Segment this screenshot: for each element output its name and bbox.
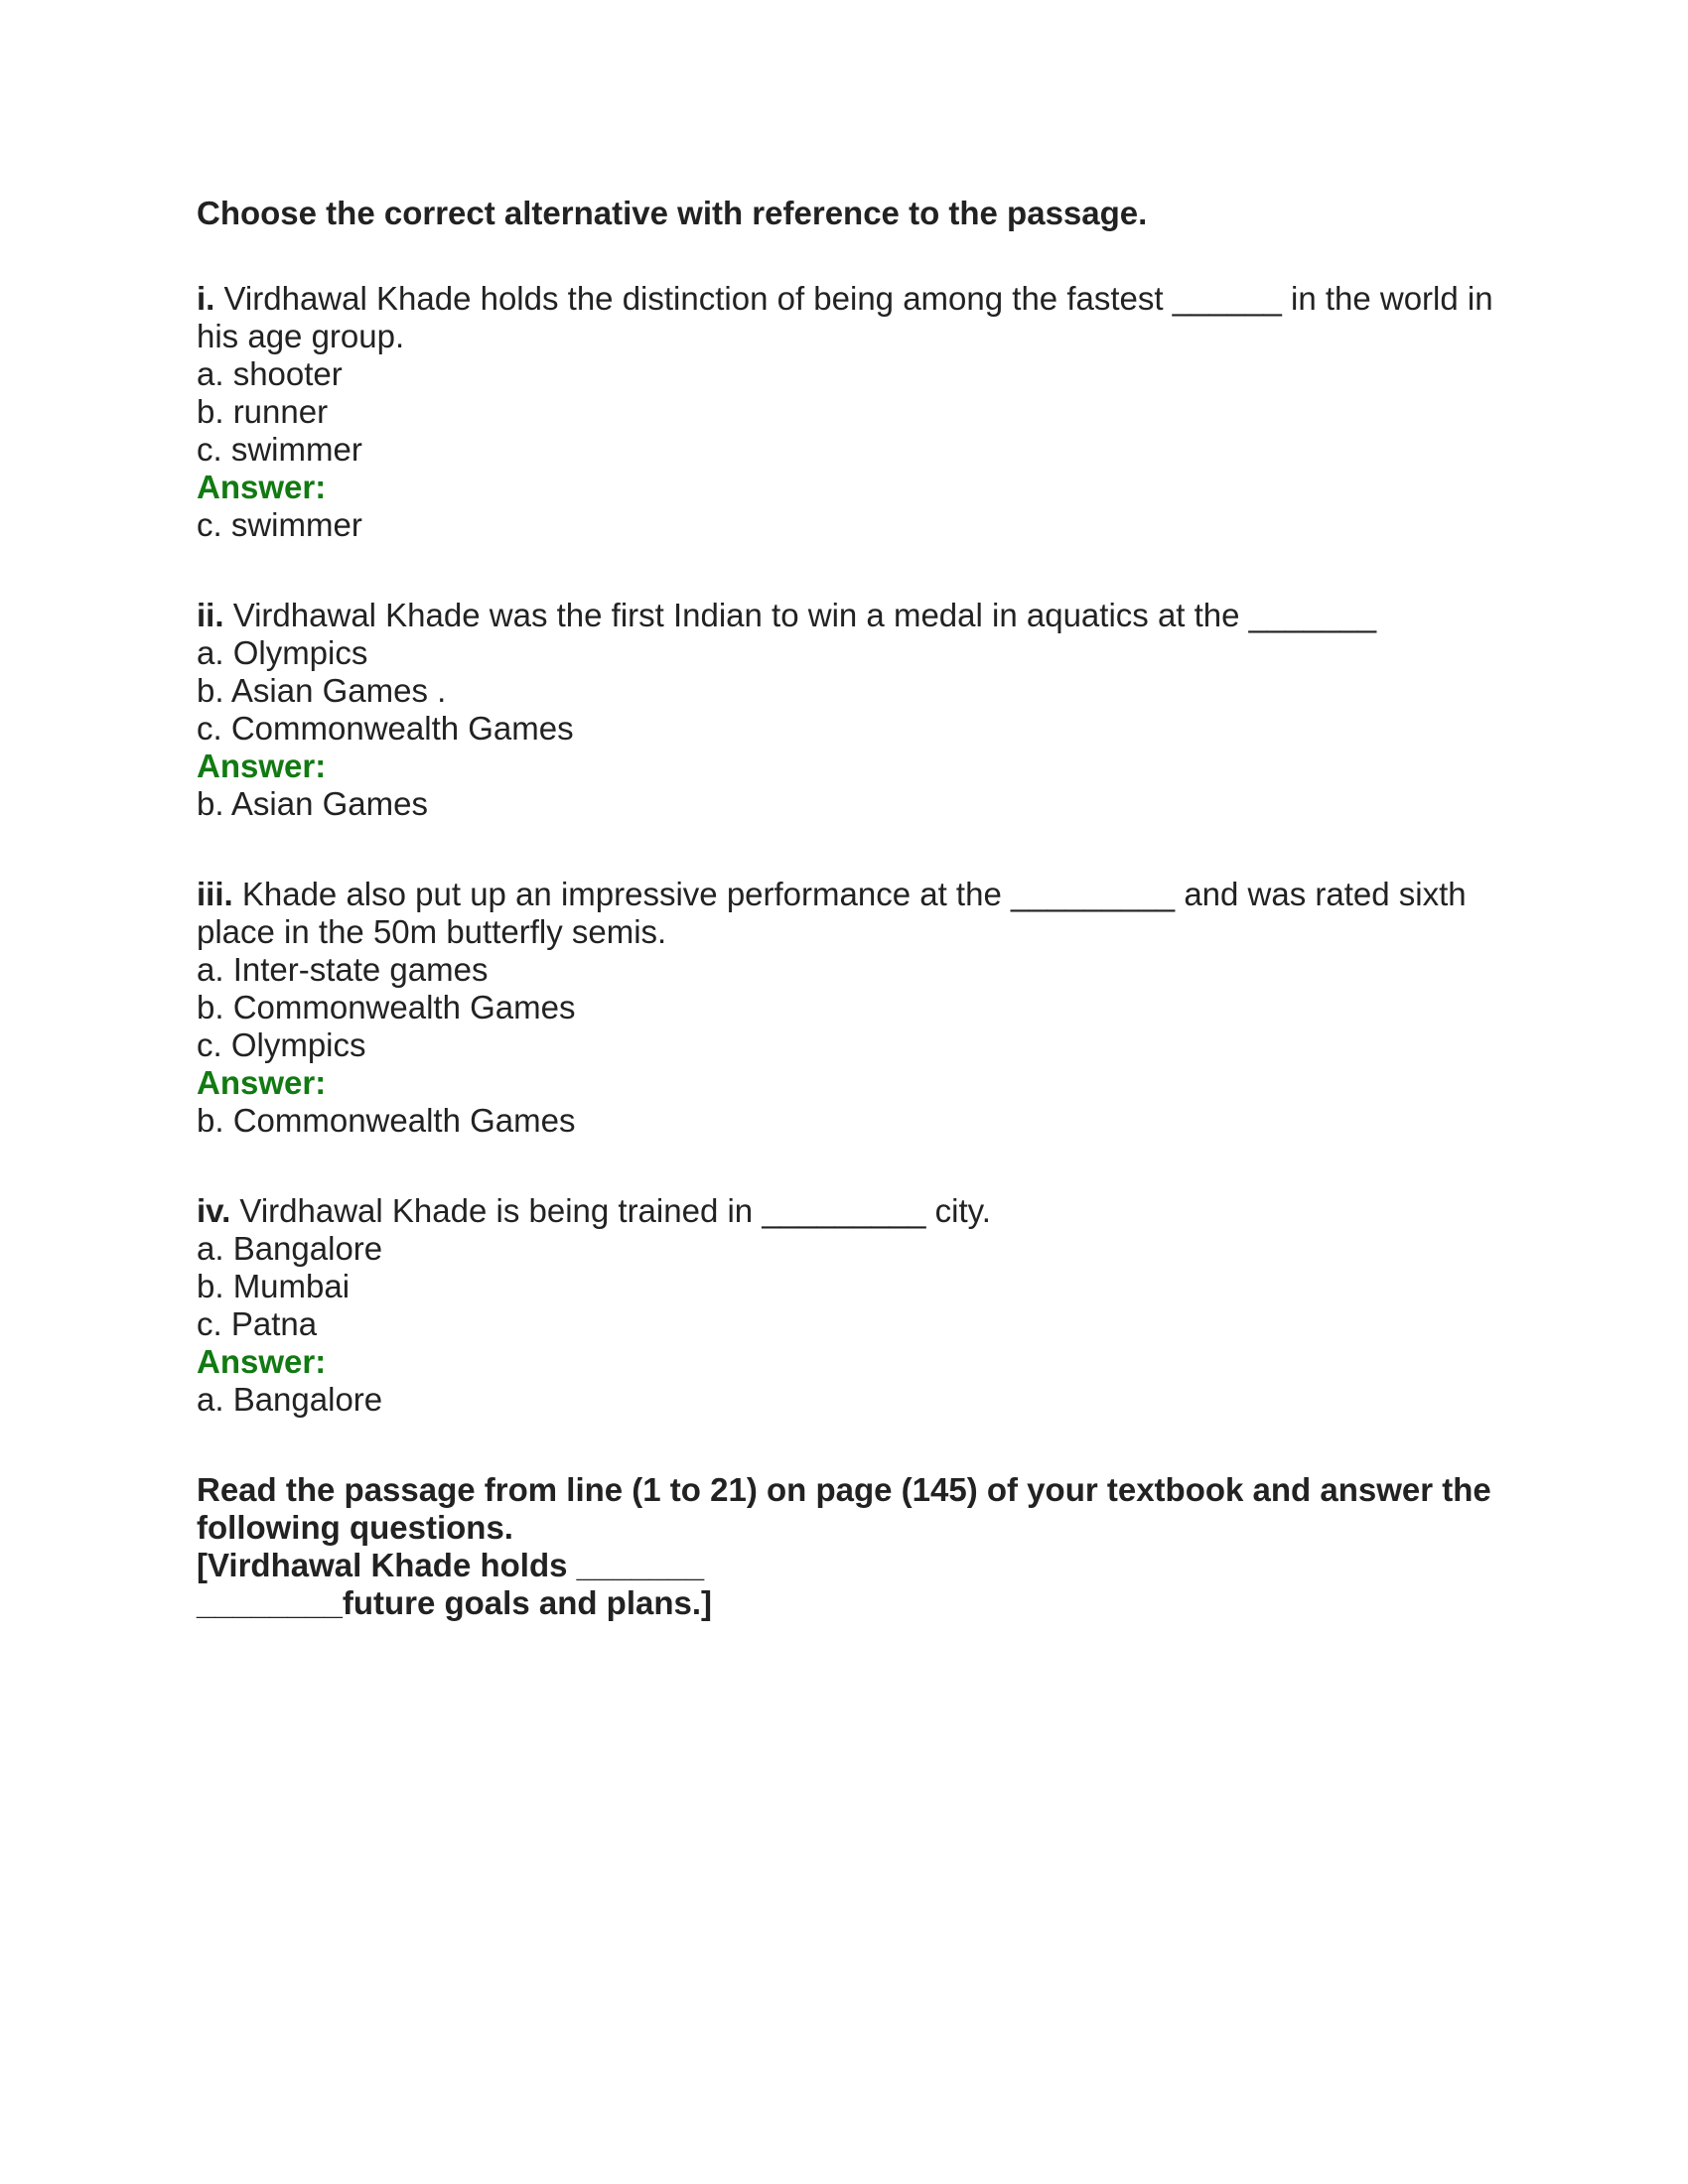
option-c: c. Commonwealth Games: [197, 710, 574, 747]
question-text: [197, 597, 1507, 634]
question-number: ii.: [197, 597, 224, 633]
question-block: [197, 1192, 1507, 1419]
question-stem: Virdhawal Khade is being trained in _________ city.: [239, 1192, 991, 1229]
worksheet-content: [197, 195, 1507, 1622]
passage-range-end: ________future goals and plans.]: [197, 1584, 713, 1621]
question-block: [197, 280, 1507, 544]
answer-label: Answer:: [197, 469, 327, 505]
answer-label: Answer:: [197, 1343, 327, 1380]
option-b: b. Mumbai: [197, 1268, 351, 1304]
question-number: i.: [197, 280, 215, 317]
answer-label: Answer:: [197, 1064, 327, 1101]
answer-label: Answer:: [197, 748, 327, 784]
question-stem: Virdhawal Khade was the first Indian to win a medal in aquatics at the _______: [232, 597, 1377, 633]
option-b: b. runner: [197, 393, 329, 430]
question-number: iii.: [197, 876, 233, 912]
instructions-text: Read the passage from line (1 to 21) on page (145) of your textbook and answer the following questions.: [197, 1471, 1491, 1546]
passage-range-start: [Virdhawal Khade holds _______: [197, 1547, 705, 1583]
answer-text: b. Asian Games: [197, 785, 428, 822]
answer-text: a. Bangalore: [197, 1381, 383, 1418]
option-a: a. Inter-state games: [197, 951, 489, 988]
question-block: [197, 597, 1507, 823]
question-stem: Virdhawal Khade holds the distinction of being among the fastest ______ in the world in his age group.: [197, 280, 1493, 354]
option-a: a. Bangalore: [197, 1230, 383, 1267]
question-stem: Khade also put up an impressive performance at the _________ and was rated sixth place in the 50m butterfly semis.: [197, 876, 1467, 950]
question-block: [197, 876, 1507, 1140]
option-b: b. Commonwealth Games: [197, 989, 576, 1025]
answer-text: b. Commonwealth Games: [197, 1102, 576, 1139]
answer-text: c. swimmer: [197, 506, 362, 543]
option-c: c. Olympics: [197, 1026, 366, 1063]
question-text: [197, 1192, 1507, 1230]
option-a: a. Olympics: [197, 634, 368, 671]
option-c: c. swimmer: [197, 431, 362, 468]
section-heading: Choose the correct alternative with reference to the passage.: [197, 195, 1148, 231]
reading-instructions: [197, 1471, 1507, 1622]
question-text: [197, 876, 1507, 951]
question-number: iv.: [197, 1192, 231, 1229]
option-c: c. Patna: [197, 1305, 318, 1342]
option-b: b. Asian Games .: [197, 672, 447, 709]
question-text: [197, 280, 1507, 355]
option-a: a. shooter: [197, 355, 343, 392]
